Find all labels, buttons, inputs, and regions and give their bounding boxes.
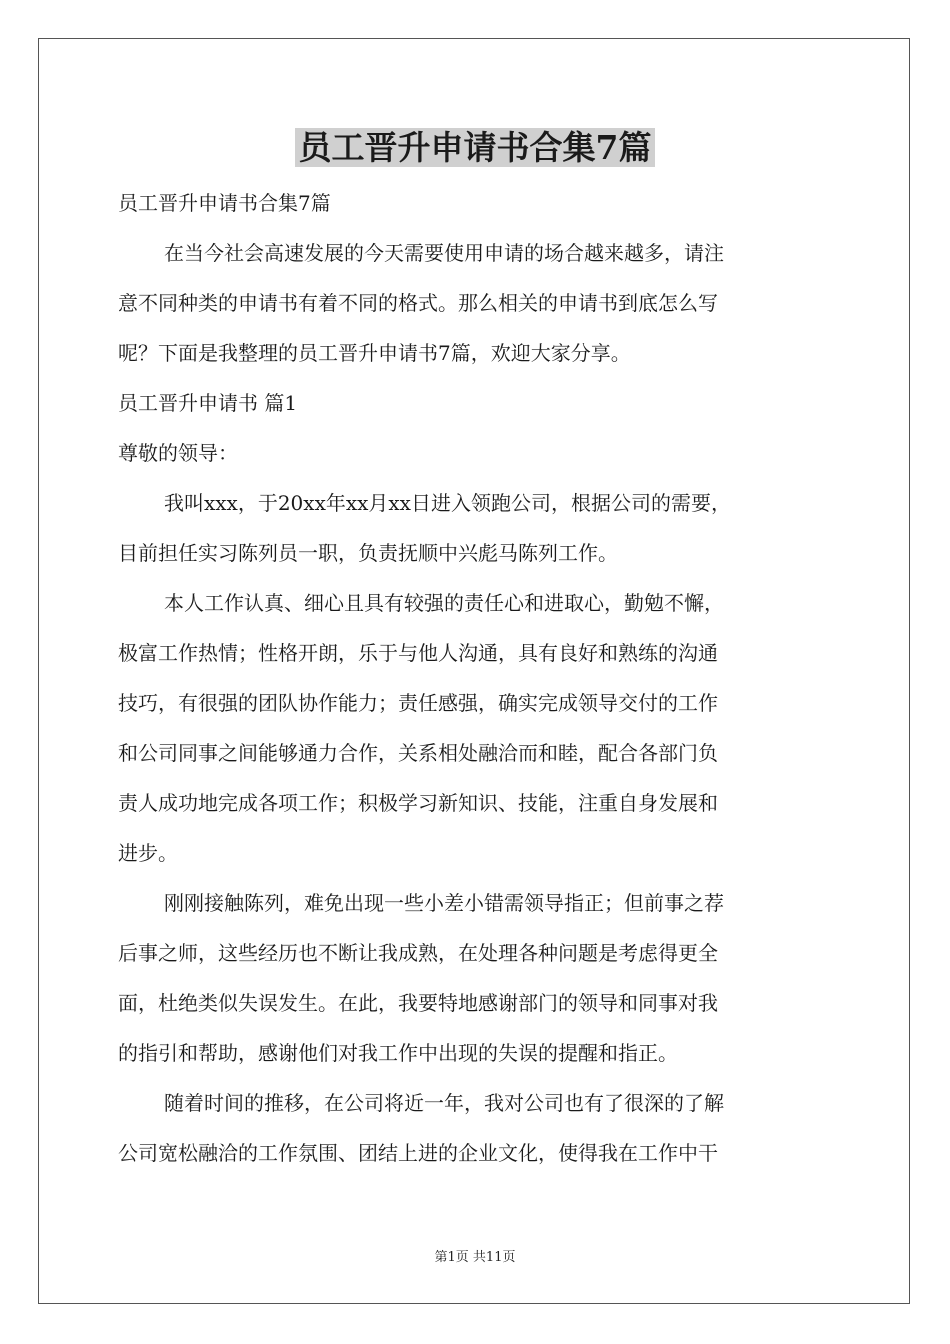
text-line: 极富工作热情；性格开朗，乐于与他人沟通，具有良好和熟练的沟通 (118, 641, 718, 665)
text-line: 面，杜绝类似失误发生。在此，我要特地感谢部门的领导和同事对我 (118, 991, 718, 1015)
text-line: 和公司同事之间能够通力合作，关系相处融洽而和睦，配合各部门负 (118, 741, 718, 765)
text-line: 目前担任实习陈列员一职，负责抚顺中兴彪马陈列工作。 (118, 541, 618, 565)
text-line: 刚刚接触陈列，难免出现一些小差小错需领导指正；但前事之荐 (164, 891, 724, 915)
text-line: 进步。 (118, 841, 178, 865)
text-line: 在当今社会高速发展的今天需要使用申请的场合越来越多，请注 (164, 241, 724, 265)
text-line: 责人成功地完成各项工作；积极学习新知识、技能，注重自身发展和 (118, 791, 718, 815)
page-footer: 第1页 共11页 (434, 1250, 516, 1265)
text-line: 意不同种类的申请书有着不同的格式。那么相关的申请书到底怎么写 (118, 291, 718, 315)
document-title (0, 124, 950, 172)
document-title-text: 员工晋升申请书合集7篇 (295, 128, 656, 167)
document-body (118, 178, 838, 1178)
text-line: 员工晋升申请书合集7篇 (118, 191, 331, 215)
text-line: 我叫xxx，于20xx年xx月xx日进入领跑公司，根据公司的需要， (164, 491, 731, 515)
text-line: 公司宽松融洽的工作氛围、团结上进的企业文化，使得我在工作中干 (118, 1141, 718, 1165)
text-line: 呢？下面是我整理的员工晋升申请书7篇，欢迎大家分享。 (118, 341, 631, 365)
text-line: 随着时间的推移，在公司将近一年，我对公司也有了很深的了解 (164, 1091, 724, 1115)
text-line: 的指引和帮助，感谢他们对我工作中出现的失误的提醒和指正。 (118, 1041, 678, 1065)
text-line: 本人工作认真、细心且具有较强的责任心和进取心，勤勉不懈， (164, 591, 724, 615)
text-line: 后事之师，这些经历也不断让我成熟，在处理各种问题是考虑得更全 (118, 941, 718, 965)
text-line: 技巧，有很强的团队协作能力；责任感强，确实完成领导交付的工作 (118, 691, 718, 715)
text-line: 尊敬的领导： (118, 441, 238, 465)
text-line: 员工晋升申请书 篇1 (118, 391, 298, 415)
